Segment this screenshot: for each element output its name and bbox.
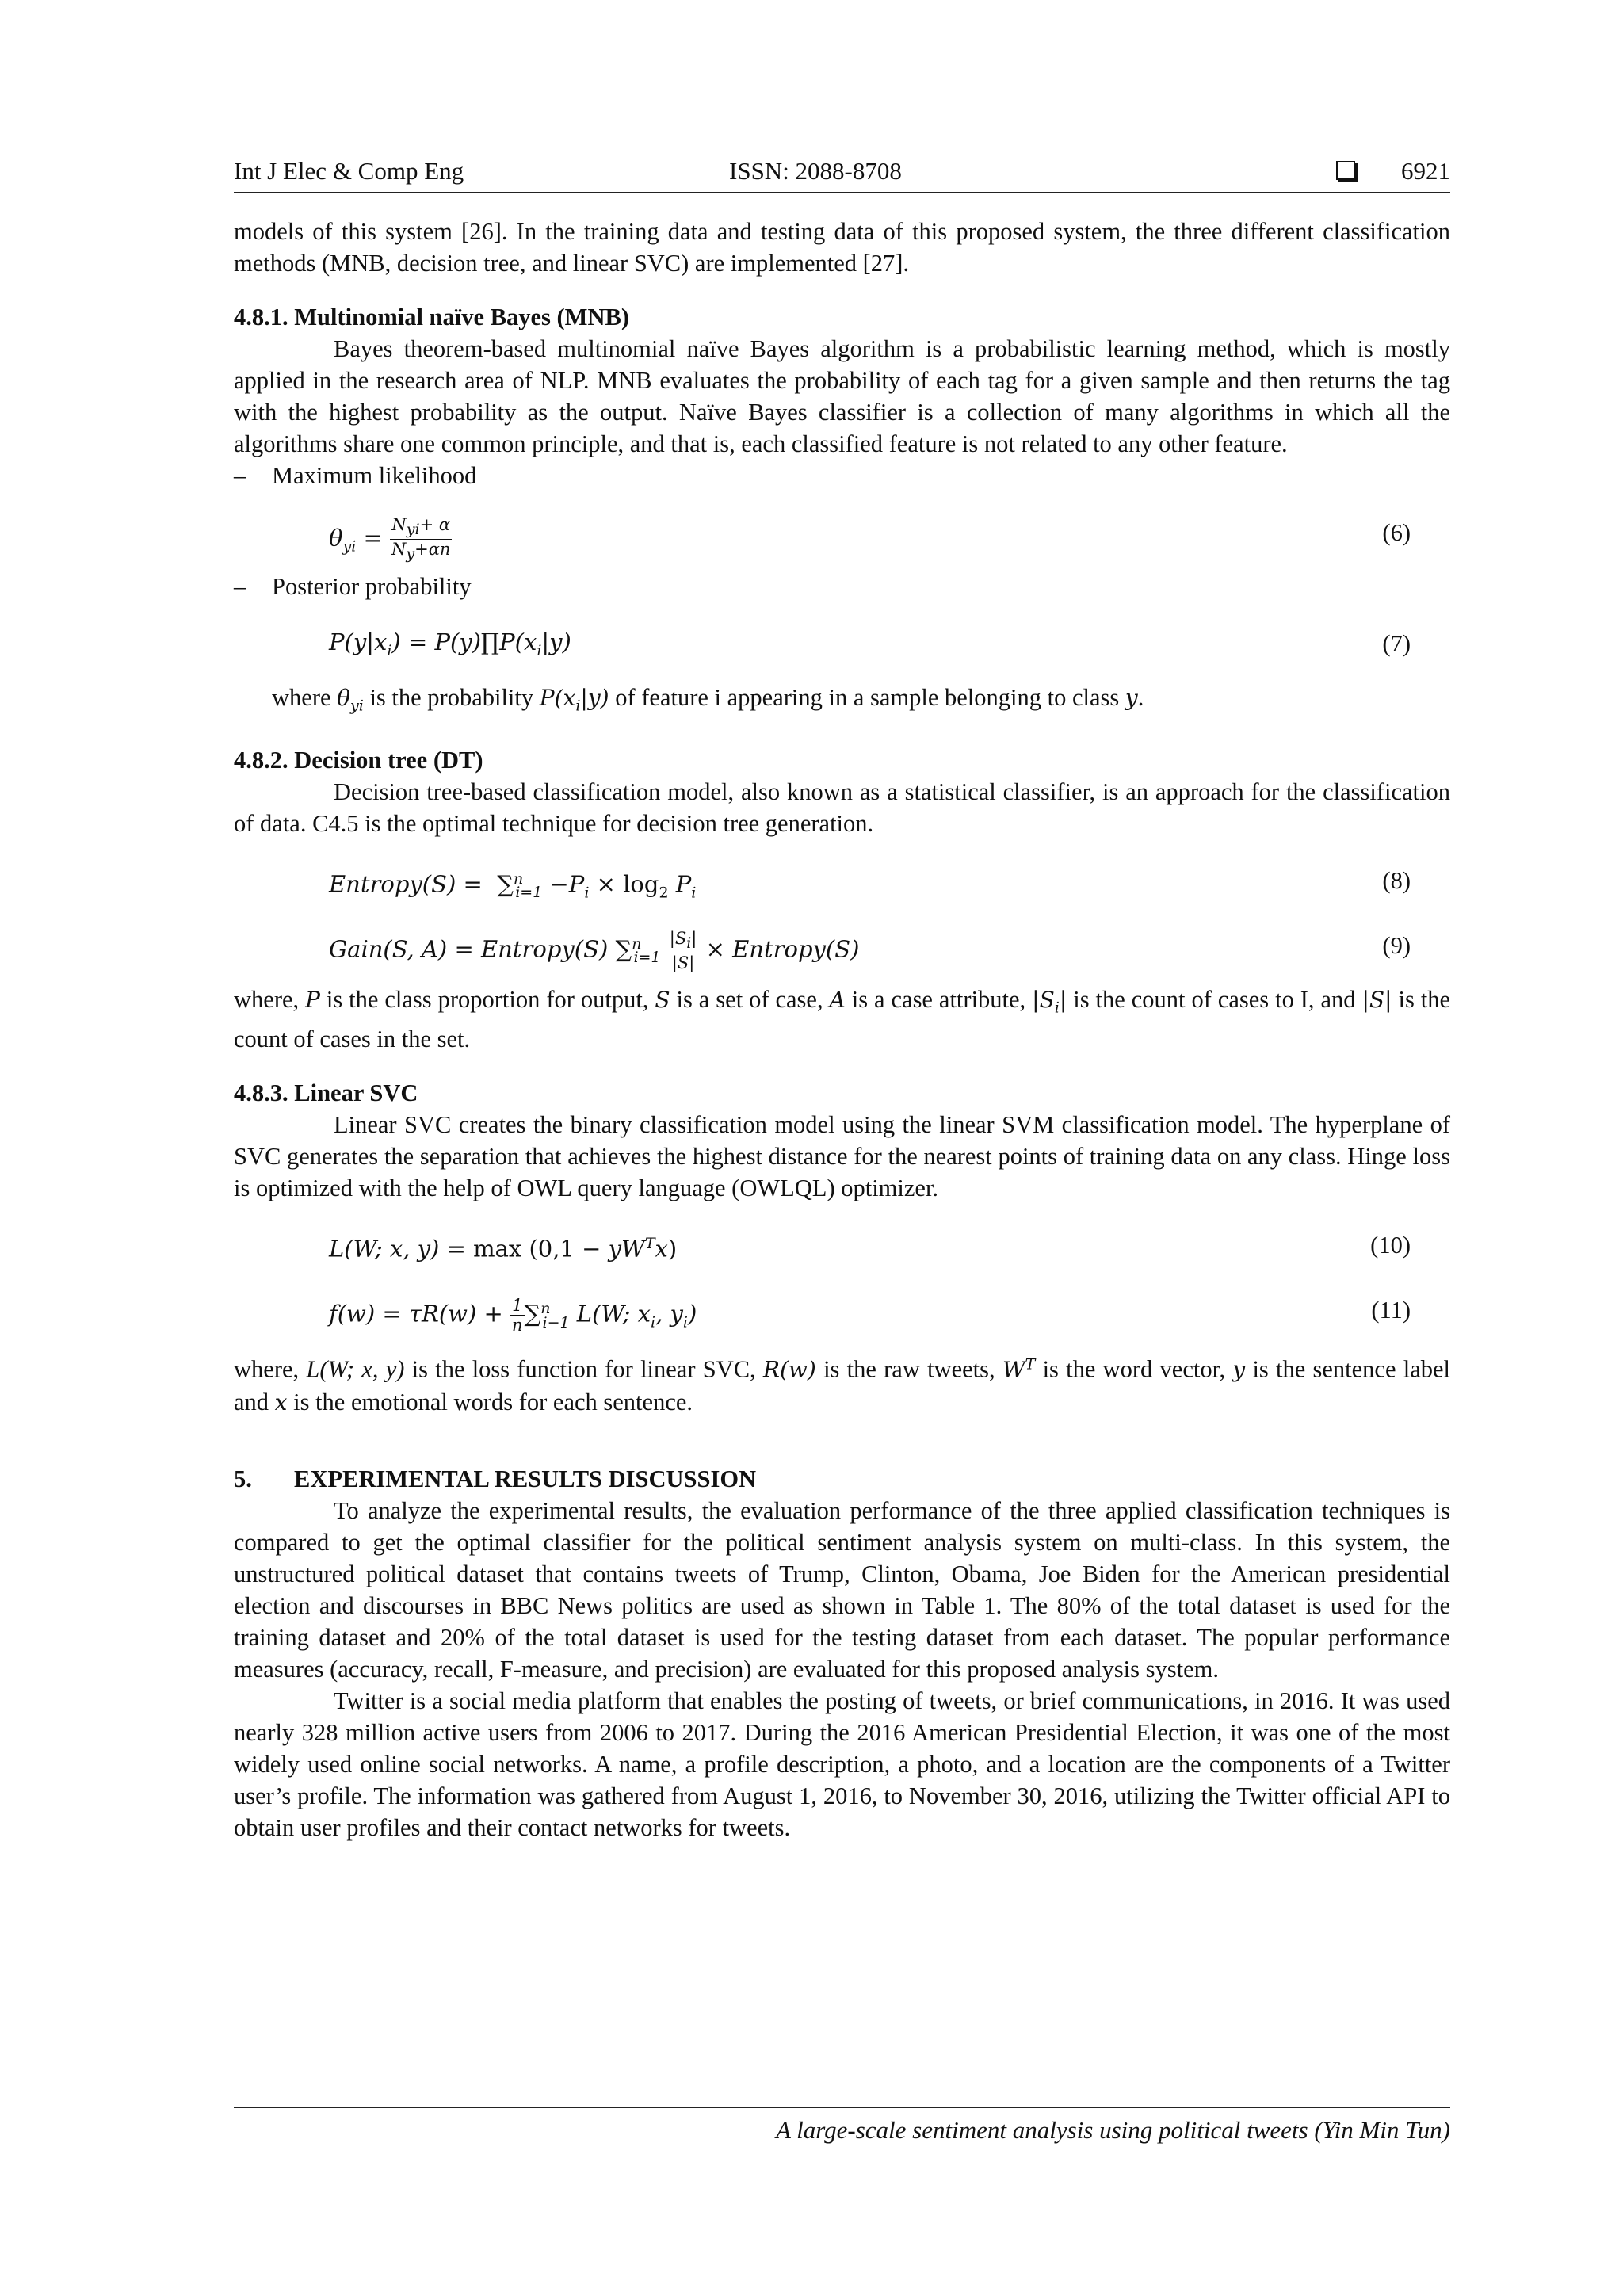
equation-7-number: (7) xyxy=(1382,630,1411,657)
page-number: 6921 xyxy=(1401,157,1450,185)
heading-4-8-3: 4.8.3. Linear SVC xyxy=(234,1079,418,1107)
issn: ISSN: 2088-8708 xyxy=(729,157,902,185)
results-paragraph-2: Twitter is a social media platform that enables the posting of tweets, or brief communications, in 2016. It was used nearly 328 million active users from 2006 to 2017. During the 2016 American Presidential Election, it was one of the most widely used online social networks. A name, a profile description, a photo, and a location are the components of a Twitter user’s profile. The information was gathered from August 1, 2016, to November 30, 2016, utilizing the Twitter official API to obtain user profiles and their contact networks for tweets. xyxy=(234,1687,1450,1841)
mnb-where-line: where $\theta_{yi}$ is the probability $P(x_i|y)$ of feature i appearing in a sample belonging to class y. xyxy=(272,684,1144,715)
square-icon xyxy=(1336,161,1355,180)
heading-4-8-2: 4.8.2. Decision tree (DT) xyxy=(234,746,483,774)
intro-paragraph: models of this system [26]. In the training data and testing data of this proposed system, the three different classification methods (MNB, decision tree, and linear SVC) are implemented [27]. xyxy=(234,218,1450,277)
bullet-posterior-probability: – Posterior probability xyxy=(234,573,472,600)
equation-6-expression: $\theta_{yi}$ = $\frac{N_{yi}+ \alpha}{N_y+\alpha n}$ xyxy=(329,515,451,563)
equation-10 xyxy=(234,1218,1450,1269)
equation-7 xyxy=(234,617,1450,667)
equation-11 xyxy=(234,1283,1450,1334)
results-paragraph-1: To analyze the experimental results, the evaluation performance of the three applied classification techniques is compared to get the optimal classifier for the political sentiment analysis system on multi-class. In this system, the unstructured political dataset that contains tweets of Trump, Clinton, Obama, Joe Biden for the American presidential election and discourses in BBC News politics are used as shown in Table 1. The 80% of the total dataset is used for the training dataset and 20% of the total dataset is used for the testing dataset from each dataset. The popular performance measures (accuracy, recall, F-measure, and precision) are evaluated for this proposed analysis system. xyxy=(234,1496,1450,1683)
equation-8-number: (8) xyxy=(1382,866,1411,894)
running-footer: A large-scale sentiment analysis using political tweets (Yin Min Tun) xyxy=(234,2107,1450,2145)
bullet-maximum-likelihood: – Maximum likelihood xyxy=(234,462,477,489)
heading-section-5: 5. EXPERIMENTAL RESULTS DISCUSSION xyxy=(234,1465,757,1492)
running-header xyxy=(234,155,1450,193)
dt-where-paragraph: where, P is the class proportion for output, S is a set of case, A is a case attribute, $|S_i|$ is the count of cases to I, and |S| is the count of cases in the set. xyxy=(234,985,1451,1053)
equation-6-number: (6) xyxy=(1382,519,1411,546)
mnb-paragraph: Bayes theorem-based multinomial naïve Bayes algorithm is a probabilistic learning method, which is mostly applied in the research area of NLP. MNB evaluates the probability of each tag for a given sample and then returns the tag with the highest probability as the output. Naïve Bayes classifier is a collection of many algorithms in which all the algorithms share one common principle, and that is, each classified feature is not related to any other feature. xyxy=(234,335,1450,457)
equation-10-number: (10) xyxy=(1370,1232,1411,1259)
equation-10-expression: L(W; x, $y) = \max (0,1 - yW^Tx)$ xyxy=(329,1235,678,1263)
equation-9-number: (9) xyxy=(1382,931,1411,959)
svc-paragraph: Linear SVC creates the binary classification model using the linear SVM classification model. The hyperplane of SVC generates the separation that achieves the highest distance for the nearest points of training data on any class. Hinge loss is optimized with the help of OWL query language (OWLQL) optimizer. xyxy=(234,1111,1450,1202)
page-number-group xyxy=(1336,157,1450,185)
equation-7-expression: $P(y|x_i)$ = $P(y)\prod P(x_i|y)$ xyxy=(329,628,571,659)
equation-8 xyxy=(234,854,1450,904)
equation-6 xyxy=(234,506,1450,563)
equation-11-expression: f(w) = τR(w) + $\frac{1}{n}$ ∑$^n_{i-1}$ L(W; $x_i$, $y_i$) xyxy=(329,1296,697,1335)
equation-8-expression: Entropy(S) = $\sum^n_{i=1} -P_i \times \log_2 P_i$ xyxy=(329,869,697,902)
svc-where-paragraph: where, L(W; x, y) is the loss function for linear SVC, R(w) is the raw tweets, $W^T$ is the word vector, y is the sentence label and x is the emotional words for each sentence. xyxy=(234,1355,1451,1415)
dt-paragraph: Decision tree-based classification model, also known as a statistical classifier, is an approach for the classification of data. C4.5 is the optimal technique for decision tree generation. xyxy=(234,777,1450,837)
equation-11-number: (11) xyxy=(1371,1297,1411,1324)
page-body xyxy=(234,216,1450,1843)
equation-9-expression: Gain(S, A) = Entropy(S) ∑$^n_{i=1}$ $\frac{|S_i|}{|S|}$ × Entropy(S) xyxy=(329,928,860,972)
heading-4-8-1: 4.8.1. Multinomial naïve Bayes (MNB) xyxy=(234,304,629,330)
journal-name: Int J Elec & Comp Eng xyxy=(234,157,464,185)
equation-9 xyxy=(234,919,1450,972)
